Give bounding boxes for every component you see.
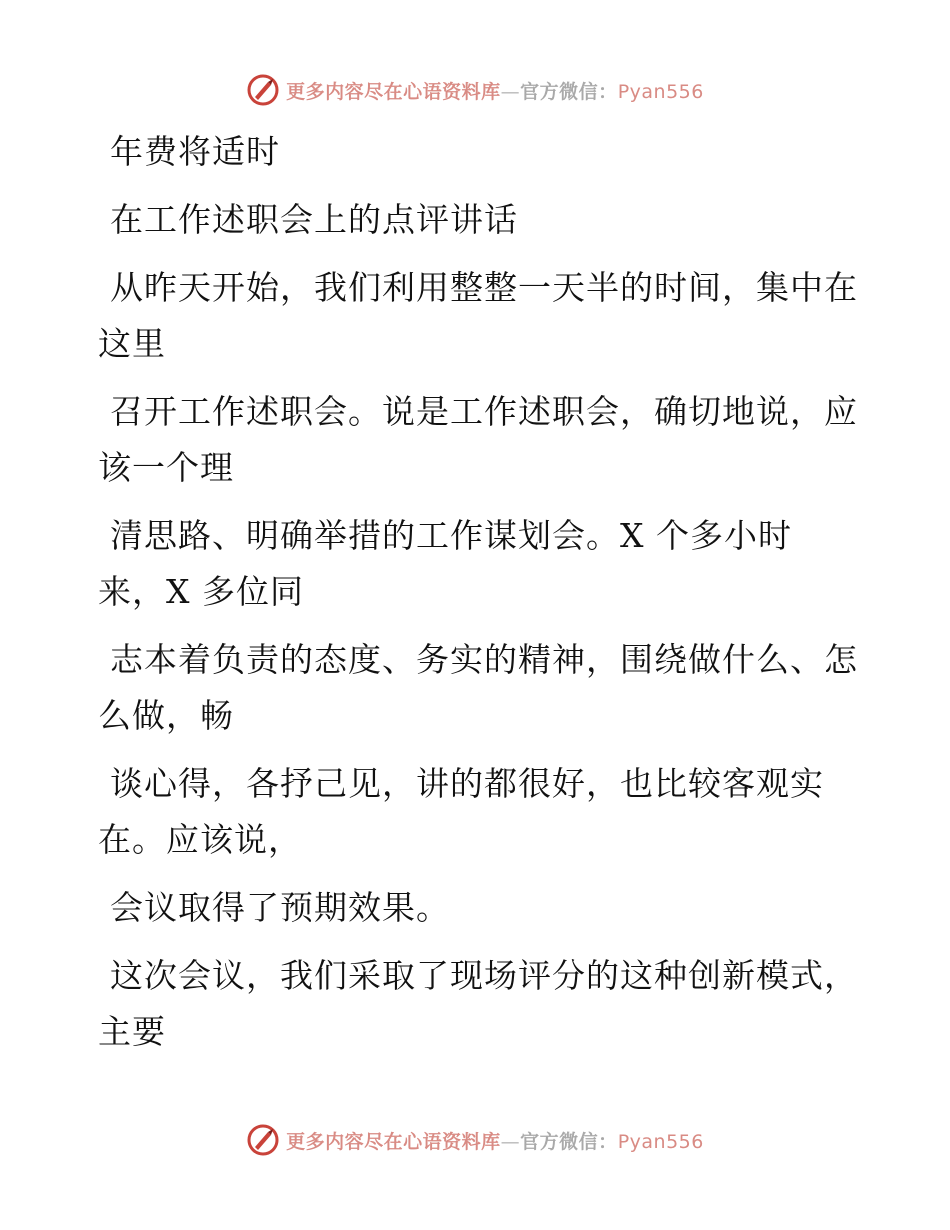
footer-banner <box>0 1120 950 1160</box>
paragraph: 在工作述职会上的点评讲话 <box>110 200 518 239</box>
document-body <box>98 124 858 1072</box>
paragraph: 从昨天开始，我们利用整整一天半的时间，集中在这里 <box>98 268 858 363</box>
paragraph: 志本着负责的态度、务实的精神，围绕做什么、怎么做，畅 <box>98 640 858 735</box>
banner-wechat-id: Pyan556 <box>617 80 704 103</box>
logo-icon <box>246 1123 280 1157</box>
banner-dash: — <box>500 1130 521 1153</box>
banner-text <box>286 77 704 104</box>
banner-text <box>286 1127 704 1154</box>
banner-wechat-label: 官方微信： <box>520 80 618 103</box>
paragraph: 谈心得，各抒己见，讲的都很好，也比较客观实在。应该说， <box>98 764 824 859</box>
paragraph: 会议取得了预期效果。 <box>110 888 450 927</box>
paragraph: 清思路、明确举措的工作谋划会。X 个多小时来，X 多位同 <box>98 516 792 611</box>
banner-wechat-id: Pyan556 <box>617 1130 704 1153</box>
paragraph: 召开工作述职会。说是工作述职会，确切地说，应该一个理 <box>98 392 858 487</box>
logo-icon <box>246 73 280 107</box>
banner-dash: — <box>500 80 521 103</box>
paragraph: 这次会议，我们采取了现场评分的这种创新模式，主要 <box>98 956 858 1051</box>
banner-wechat-label: 官方微信： <box>520 1130 618 1153</box>
paragraph: 年费将适时 <box>110 132 280 171</box>
banner-main: 更多内容尽在心语资料库 <box>286 80 501 103</box>
header-banner <box>0 70 950 110</box>
banner-main: 更多内容尽在心语资料库 <box>286 1130 501 1153</box>
